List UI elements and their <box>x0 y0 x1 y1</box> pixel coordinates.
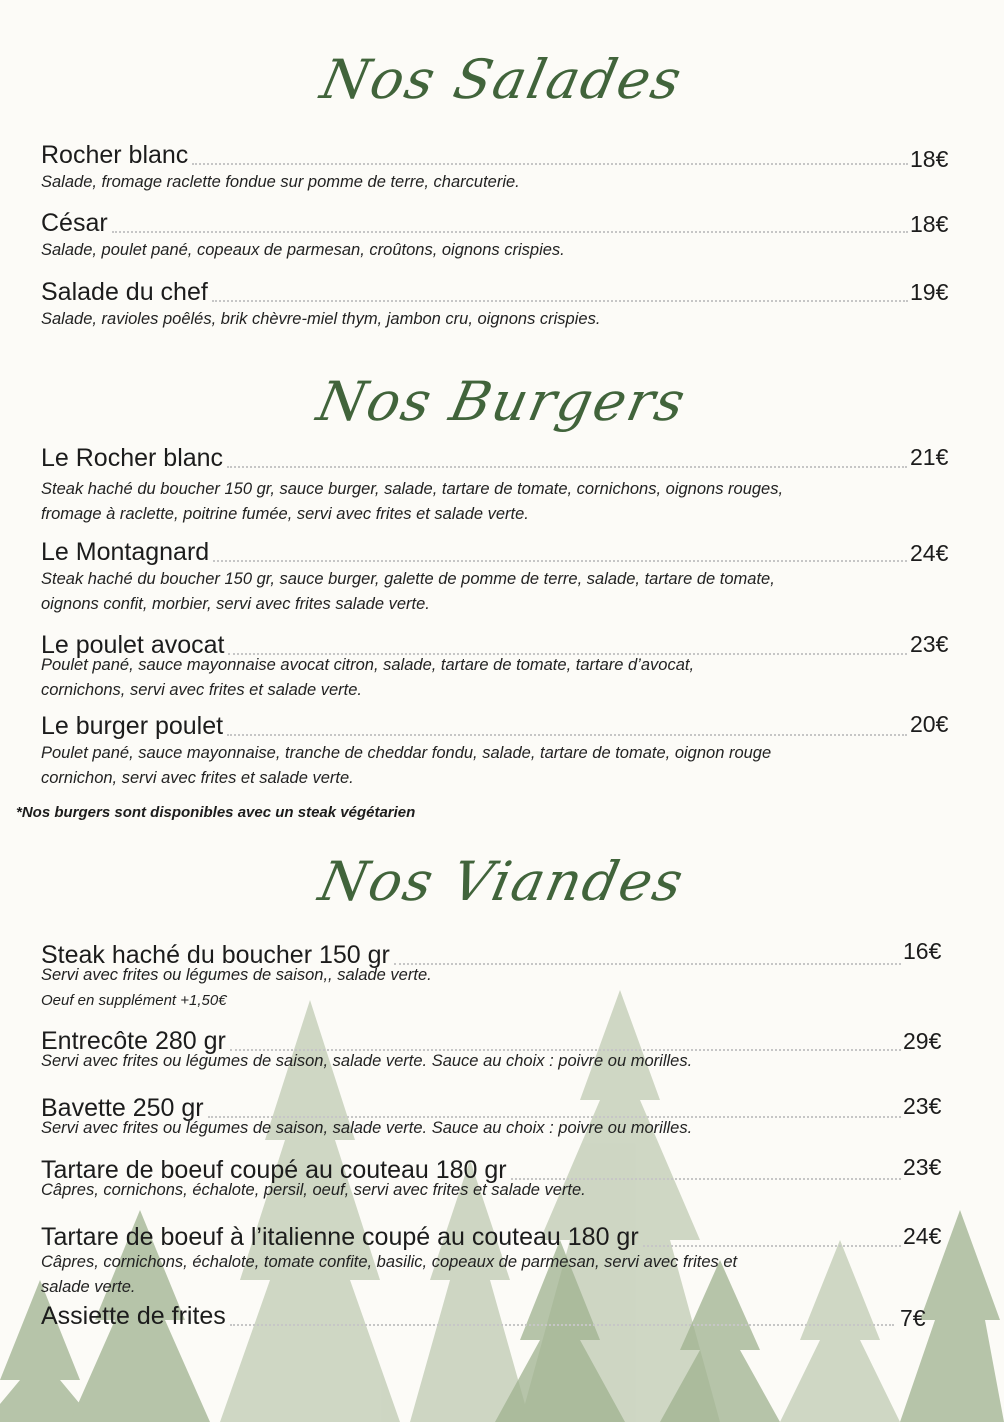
item-description: Câpres, cornichons, échalote, persil, oeuf, servi avec frites et salade verte. <box>41 1181 586 1199</box>
item-price: 16€ <box>903 938 942 964</box>
dotted-leader <box>212 299 908 302</box>
item-price: 24€ <box>910 540 949 566</box>
item-name: Entrecôte 280 gr <box>41 1027 226 1055</box>
menu-item <box>41 1093 903 1141</box>
menu-item <box>41 1301 896 1331</box>
menu-item <box>41 443 909 527</box>
item-description: cornichon, servi avec frites et salade verte. <box>41 769 354 787</box>
item-name: Bavette 250 gr <box>41 1094 204 1122</box>
item-description-note: Oeuf en supplément +1,50€ <box>41 992 227 1009</box>
item-name: Steak haché du boucher 150 gr <box>41 941 390 969</box>
item-description: Servi avec frites ou légumes de saison, salade verte. Sauce au choix : poivre ou morilles. <box>41 1052 693 1070</box>
section-title-viandes: Nos Viandes <box>313 850 691 913</box>
menu-item <box>41 1155 903 1203</box>
item-price: 20€ <box>910 711 949 737</box>
item-price: 29€ <box>903 1028 942 1054</box>
item-price: 18€ <box>910 211 949 237</box>
item-price: 7€ <box>900 1305 926 1331</box>
item-price: 21€ <box>910 444 949 470</box>
item-name: César <box>41 209 108 237</box>
item-price: 23€ <box>903 1154 942 1180</box>
item-name: Assiette de frites <box>41 1302 226 1330</box>
item-name: Rocher blanc <box>41 141 189 169</box>
dotted-leader <box>643 1244 901 1247</box>
item-description: salade verte. <box>41 1278 136 1296</box>
item-description: Servi avec frites ou légumes de saison,, salade verte. <box>41 966 432 984</box>
dotted-leader <box>230 1323 894 1326</box>
dotted-leader <box>192 162 908 165</box>
menu-item <box>41 1026 903 1074</box>
dotted-leader <box>227 465 907 468</box>
dotted-leader <box>112 230 908 233</box>
menu-item <box>41 711 909 791</box>
item-description: cornichons, servi avec frites et salade verte. <box>41 681 362 699</box>
item-description: Steak haché du boucher 150 gr, sauce burger, salade, tartare de tomate, cornichons, oignons rouges, <box>41 480 784 498</box>
menu-item <box>41 208 910 263</box>
section-title-burgers: Nos Burgers <box>311 370 693 433</box>
menu-item <box>41 140 910 195</box>
item-description: fromage à raclette, poitrine fumée, servi avec frites et salade verte. <box>41 505 529 523</box>
dotted-leader <box>213 559 907 562</box>
item-description: oignons confit, morbier, servi avec frites salade verte. <box>41 595 430 613</box>
item-name: Le Rocher blanc <box>41 444 224 472</box>
menu-item <box>41 537 909 617</box>
item-name: Tartare de boeuf à l’italienne coupé au couteau 180 gr <box>41 1223 639 1251</box>
item-name: Le Montagnard <box>41 538 210 566</box>
vegetarian-note: *Nos burgers sont disponibles avec un steak végétarien <box>16 804 416 821</box>
item-name: Salade du chef <box>41 278 208 306</box>
item-name: Le poulet avocat <box>41 631 225 659</box>
menu-item <box>41 277 910 332</box>
item-name: Tartare de boeuf coupé au couteau 180 gr <box>41 1156 507 1184</box>
menu-item <box>41 940 903 1013</box>
item-description: Salade, fromage raclette fondue sur pomme de terre, charcuterie. <box>41 173 520 191</box>
item-description: Salade, poulet pané, copeaux de parmesan, croûtons, oignons crispies. <box>41 241 565 259</box>
item-description: Poulet pané, sauce mayonnaise avocat citron, salade, tartare de tomate, tartare d’avocat, <box>41 656 695 674</box>
item-name: Le burger poulet <box>41 712 224 740</box>
item-price: 18€ <box>910 146 949 172</box>
item-price: 23€ <box>903 1093 942 1119</box>
dotted-leader <box>227 733 907 736</box>
dotted-leader <box>394 962 901 965</box>
item-description: Steak haché du boucher 150 gr, sauce burger, galette de pomme de terre, salade, tartare de tomate, <box>41 570 775 588</box>
item-description: Servi avec frites ou légumes de saison, salade verte. Sauce au choix : poivre ou morilles. <box>41 1119 693 1137</box>
section-title-salades: Nos Salades <box>315 48 689 111</box>
item-description: Poulet pané, sauce mayonnaise, tranche de cheddar fondu, salade, tartare de tomate, oignon rouge <box>41 744 772 762</box>
menu-item <box>41 630 909 703</box>
item-price: 24€ <box>903 1223 942 1249</box>
menu-item <box>41 1222 903 1300</box>
item-description: Salade, ravioles poêlés, brik chèvre-miel thym, jambon cru, oignons crispies. <box>41 310 601 328</box>
item-description: Câpres, cornichons, échalote, tomate confite, basilic, copeaux de parmesan, servi avec frites et <box>41 1253 738 1271</box>
item-price: 19€ <box>910 279 949 305</box>
item-price: 23€ <box>910 631 949 657</box>
